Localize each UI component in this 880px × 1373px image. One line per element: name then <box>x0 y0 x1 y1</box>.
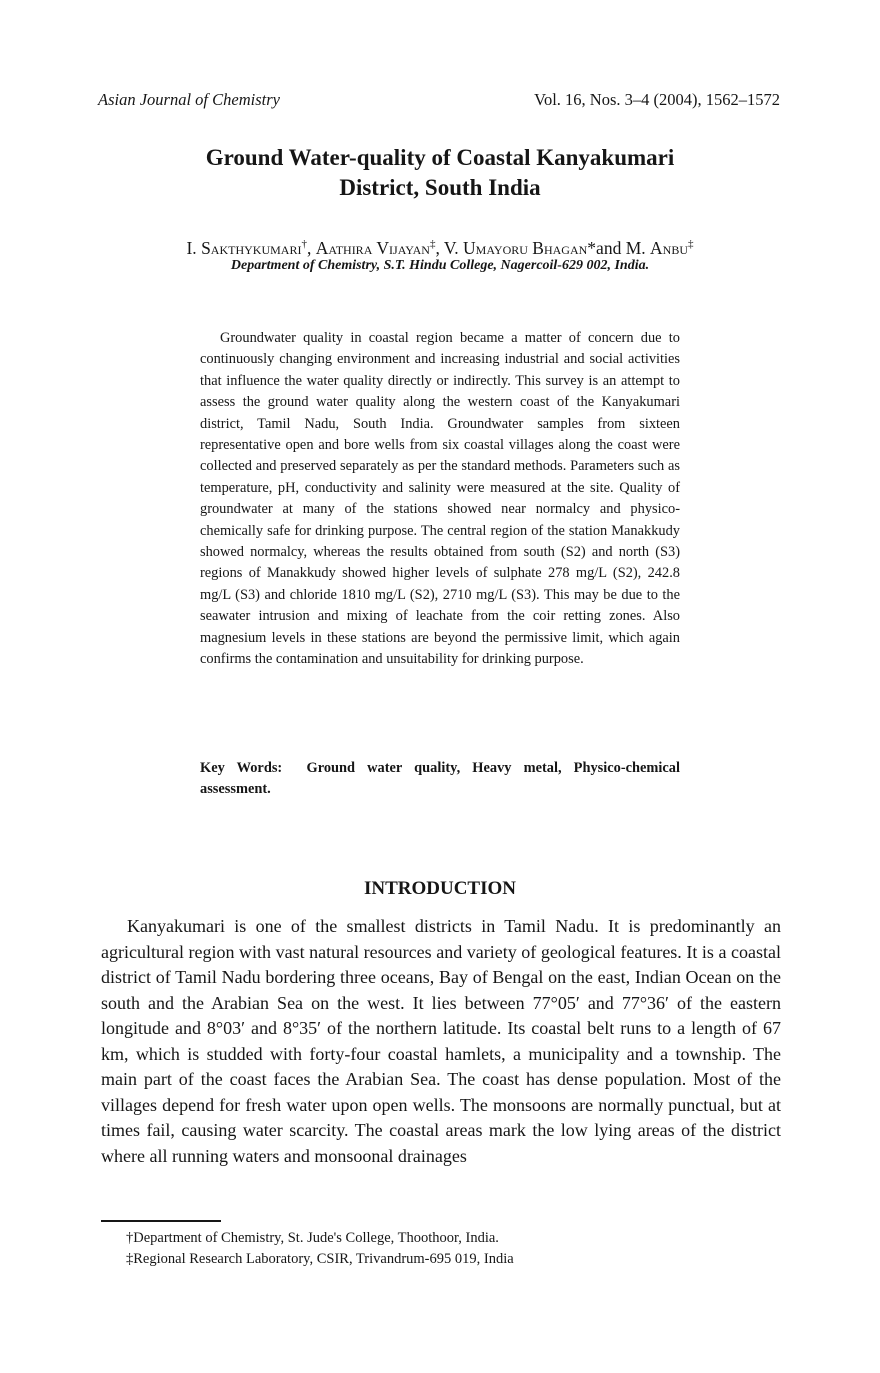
paper-title <box>120 143 760 203</box>
keywords <box>200 758 680 800</box>
author-bhagan: V. Umayoru Bhagan*and <box>443 237 626 258</box>
abstract-text: Groundwater quality in coastal region became a matter of concern due to continuously changing environment and increasing industrial and social activities that influence the water quality directly or indirectly. This survey is an attempt to assess the ground water quality along the western coast of the Kanyakumari district, Tamil Nadu, South India. Groundwater samples from sixteen representative open and bore wells from six coastal villages along the coast were collected and preserved separately as per the standard methods. Parameters such as temperature, pH, conductivity and salinity were measured at the site. Quality of groundwater at many of the stations showed near normalcy and physico-chemically safe for drinking purpose. The central region of the station Manakkudy showed normalcy, whereas the results obtained from south (S2) and north (S3) regions of Manakkudy showed higher levels of sulphate 278 mg/L (S2), 242.8 mg/L (S3) and chloride 1810 mg/L (S2), 2710 mg/L (S3). This may be due to the seawater intrusion and mixing of leachate from the coir retting zones. Also magnesium levels in these stations are beyond the permissive limit, which again confirms the contamination and unsuitability for drinking purpose. <box>200 330 680 668</box>
abstract <box>200 328 680 671</box>
section-heading-introduction: INTRODUCTION <box>363 878 517 899</box>
author-anbu: M. Anbu‡ <box>625 237 694 258</box>
author-list <box>90 232 790 260</box>
author-affiliation: Department of Chemistry, S.T. Hindu College, Nagercoil-629 002, India. <box>230 258 650 273</box>
author-vijayan: Aathira Vijayan‡, <box>315 237 444 258</box>
volume-citation: Vol. 16, Nos. 3–4 (2004), 1562–1572 <box>534 90 780 109</box>
keywords-label: Key Words: <box>200 760 283 776</box>
footnote-divider <box>101 1220 221 1222</box>
footnote-double-dagger: ‡Regional Research Laboratory, CSIR, Trivandrum-695 019, India <box>126 1251 514 1267</box>
paper-title-line-2: District, South India <box>339 175 541 200</box>
journal-name: Asian Journal of Chemistry <box>98 90 280 109</box>
footnotes <box>126 1228 766 1270</box>
introduction-paragraph: Kanyakumari is one of the smallest districts in Tamil Nadu. It is predominantly an agricultural region with vast natural resources and variety of geological features. It is a coastal district of Tamil Nadu bordering three oceans, Bay of Bengal on the east, Indian Ocean on the south and the Arabian Sea on the west. It lies between 77°05′ and 77°36′ of the eastern longitude and 8°03′ and 8°35′ of the northern latitude. Its coastal belt runs to a length of 67 km, which is studded with forty-four coastal hamlets, a municipality and a township. The main part of the coast faces the Arabian Sea. The coast has dense population. Most of the villages depend for fresh water upon open wells. The monsoons are normally punctual, but at times fail, causing water scarcity. The coastal areas mark the low lying areas of the district where all running waters and monsoonal drainages <box>101 916 781 1166</box>
author-sakthykumari: I. Sakthykumari†, <box>186 237 316 258</box>
footnote-dagger: †Department of Chemistry, St. Jude's College, Thoothoor, India. <box>126 1230 499 1246</box>
paper-title-line-1: Ground Water-quality of Coastal Kanyakumari <box>205 145 675 170</box>
introduction-body <box>101 914 781 1169</box>
keywords-text: Ground water quality, Heavy metal, Physico-chemical assessment. <box>200 760 680 797</box>
running-header <box>98 90 780 112</box>
